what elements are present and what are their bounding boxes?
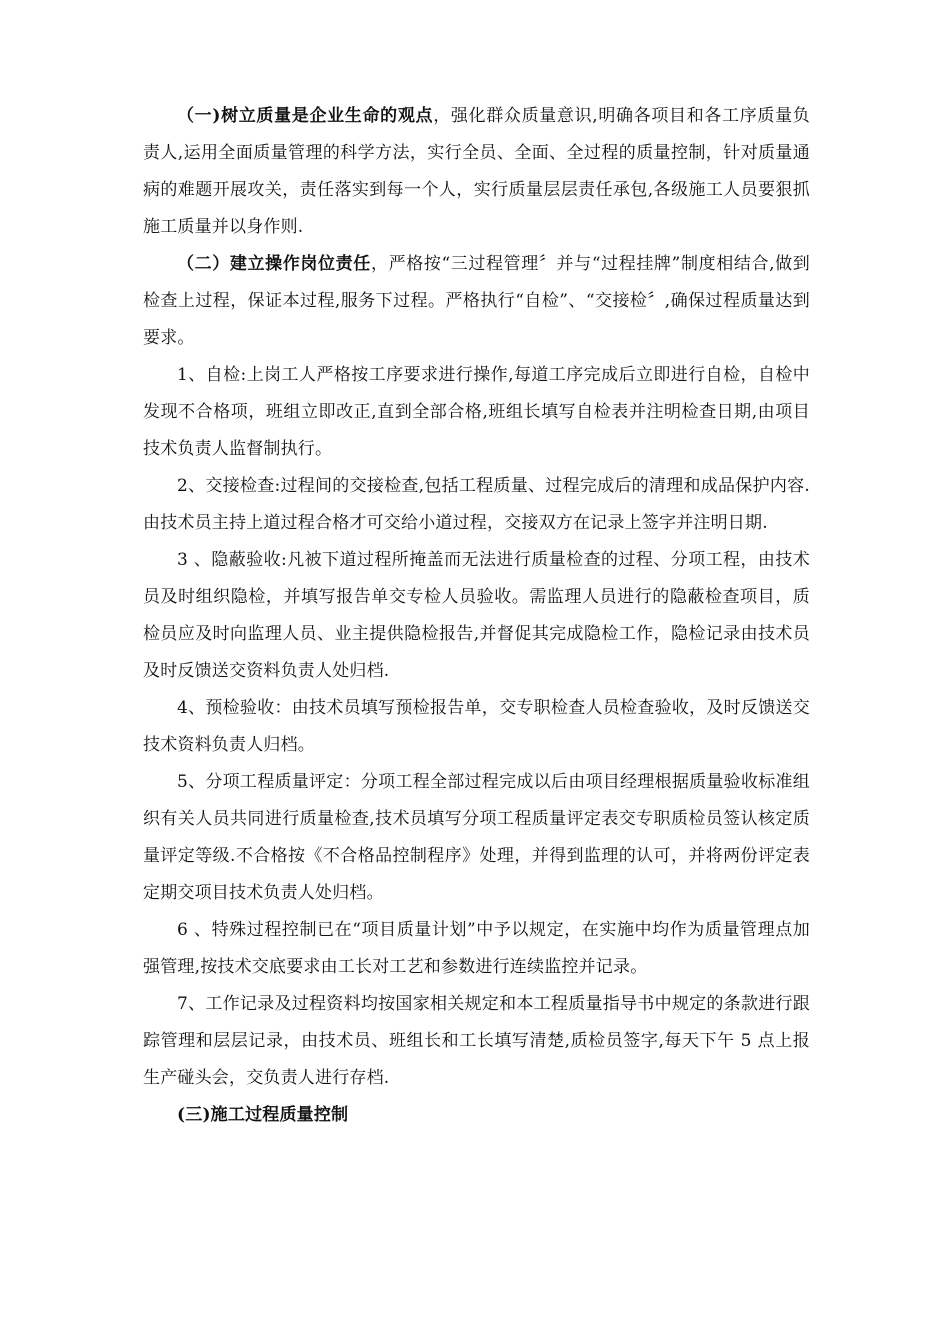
list-item-special-process: 6 、特殊过程控制已在“项目质量计划”中予以规定，在实施中均作为质量管理点加强管理,按技术交底要求由工长对工艺和参数进行连续监控并记录。 [143, 920, 810, 977]
document-body [143, 98, 810, 1134]
paragraph-heading: （二）建立操作岗位责任 [177, 254, 371, 274]
paragraph-heading: （一)树立质量是企业生命的观点 [177, 106, 434, 126]
paragraph-text: ，严格按“三过程管理〞并与“过程挂牌”制度相结合,做到检查上过程，保证本过程,服务下过程。严格执行“自检”、“交接检〞,确保过程质量达到要求。 [143, 254, 810, 348]
list-item-concealed-acceptance: 3 、隐蔽验收:凡被下道过程所掩盖而无法进行质量检查的过程、分项工程，由技术员及时组织隐检，并填写报告单交专检人员验收。需监理人员进行的隐蔽检查项目，质检员应及时向监理人员、业主提供隐检报告,并督促其完成隐检工作，隐检记录由技术员及时反馈送交资料负责人处归档. [143, 550, 810, 681]
list-item-pre-inspection: 4、预检验收：由技术员填写预检报告单，交专职检查人员检查验收，及时反馈送交技术资料负责人归档。 [143, 698, 810, 755]
section-title: (三)施工过程质量控制 [177, 1105, 349, 1125]
list-item-self-check: 1、自检:上岗工人严格按工序要求进行操作,每道工序完成后立即进行自检，自检中发现不合格项，班组立即改正,直到全部合格,班组长填写自检表并注明检查日期,由项目技术负责人监督制执行。 [143, 365, 810, 459]
list-item-work-records: 7、工作记录及过程资料均按国家相关规定和本工程质量指导书中规定的条款进行跟踪管理和层层记录，由技术员、班组长和工长填写清楚,质检员签字,每天下午 5 点上报生产碰头会，交负责人进行存档. [143, 994, 810, 1088]
list-item-subitem-evaluation: 5、分项工程质量评定：分项工程全部过程完成以后由项目经理根据质量验收标准组织有关人员共同进行质量检查,技术员填写分项工程质量评定表交专职质检员签认核定质量评定等级.不合格按《不合格品控制程序》处理，并得到监理的认可，并将两份评定表定期交项目技术负责人处归档。 [143, 772, 810, 903]
paragraph-quality-concept [143, 98, 810, 246]
list-item-handover-check: 2、交接检查:过程间的交接检查,包括工程质量、过程完成后的清理和成品保护内容.由技术员主持上道过程合格才可交给小道过程，交接双方在记录上签字并注明日期. [143, 476, 810, 533]
paragraph-post-responsibility [143, 246, 810, 357]
paragraph-text: ，强化群众质量意识,明确各项目和各工序质量负责人,运用全面质量管理的科学方法，实行全员、全面、全过程的质量控制，针对质量通病的难题开展攻关，责任落实到每一个人，实行质量层层责任承包,各级施工人员要狠抓施工质量并以身作则. [143, 106, 810, 237]
